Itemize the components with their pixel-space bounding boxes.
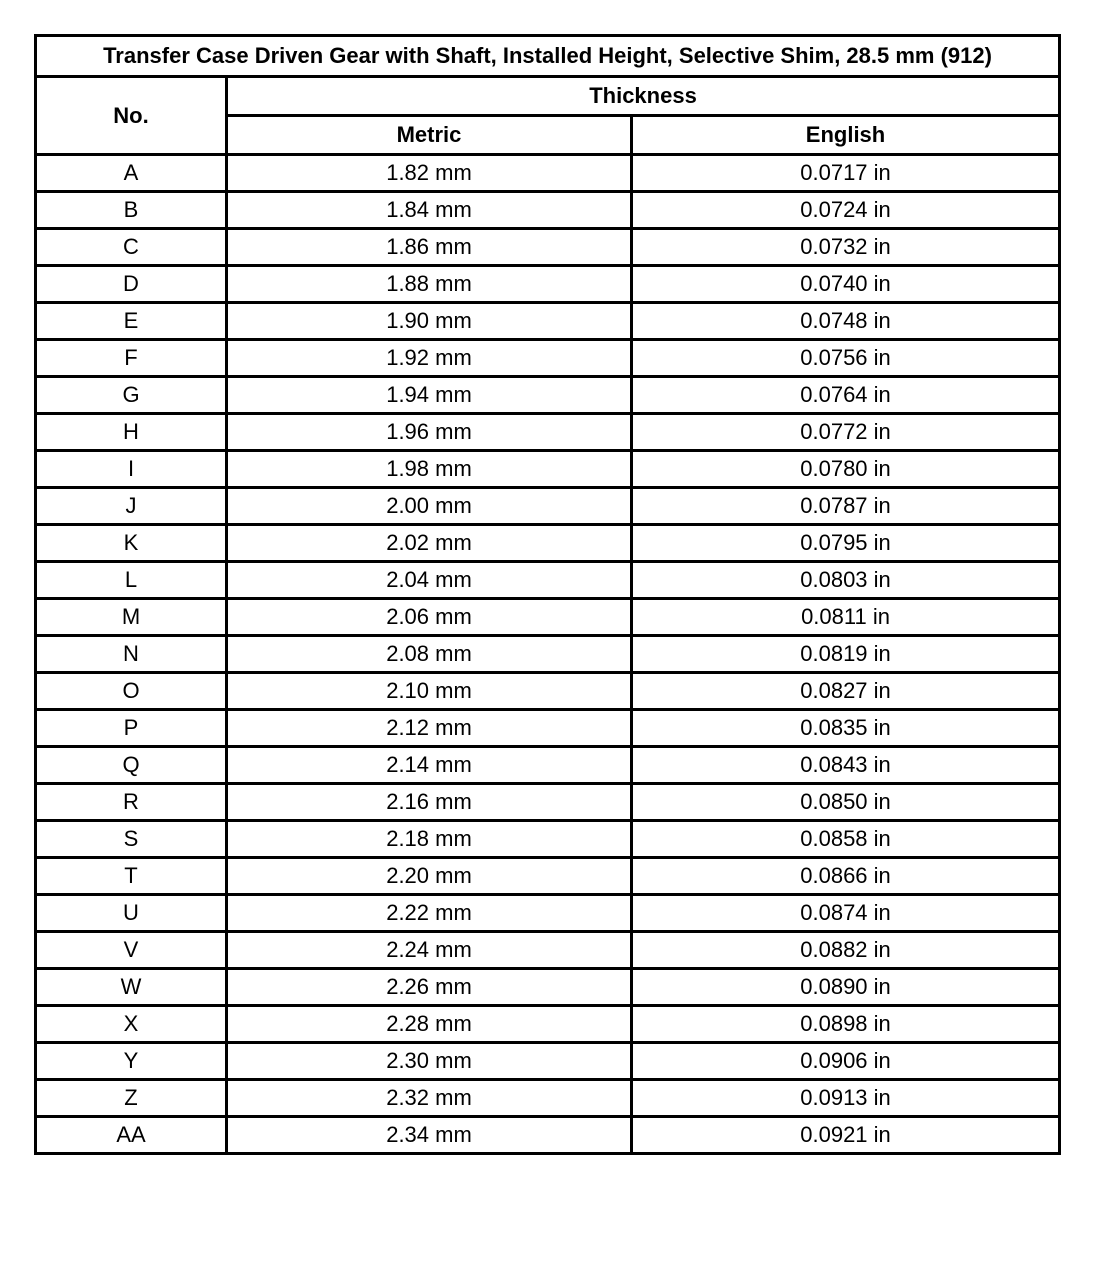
shim-spec-table <box>34 34 1061 1155</box>
cell-english: 0.0898 in <box>632 1006 1060 1043</box>
cell-english: 0.0858 in <box>632 821 1060 858</box>
cell-english: 0.0835 in <box>632 710 1060 747</box>
cell-english: 0.0874 in <box>632 895 1060 932</box>
cell-metric: 2.02 mm <box>227 525 632 562</box>
cell-no: R <box>36 784 227 821</box>
table-row <box>36 673 1060 710</box>
cell-no: A <box>36 155 227 192</box>
cell-metric: 1.98 mm <box>227 451 632 488</box>
cell-english: 0.0811 in <box>632 599 1060 636</box>
cell-english: 0.0764 in <box>632 377 1060 414</box>
cell-no: K <box>36 525 227 562</box>
table-row <box>36 858 1060 895</box>
cell-no: L <box>36 562 227 599</box>
table-row <box>36 969 1060 1006</box>
cell-english: 0.0882 in <box>632 932 1060 969</box>
cell-no: I <box>36 451 227 488</box>
cell-english: 0.0906 in <box>632 1043 1060 1080</box>
table-row <box>36 1117 1060 1154</box>
cell-no: C <box>36 229 227 266</box>
cell-no: W <box>36 969 227 1006</box>
table-row <box>36 747 1060 784</box>
cell-english: 0.0772 in <box>632 414 1060 451</box>
cell-no: E <box>36 303 227 340</box>
cell-no: V <box>36 932 227 969</box>
cell-no: S <box>36 821 227 858</box>
cell-english: 0.0717 in <box>632 155 1060 192</box>
cell-metric: 2.22 mm <box>227 895 632 932</box>
cell-metric: 2.28 mm <box>227 1006 632 1043</box>
cell-no: J <box>36 488 227 525</box>
cell-no: M <box>36 599 227 636</box>
table-body <box>36 155 1060 1154</box>
cell-metric: 1.82 mm <box>227 155 632 192</box>
cell-no: Q <box>36 747 227 784</box>
cell-no: X <box>36 1006 227 1043</box>
cell-english: 0.0843 in <box>632 747 1060 784</box>
cell-metric: 1.84 mm <box>227 192 632 229</box>
cell-metric: 2.14 mm <box>227 747 632 784</box>
cell-metric: 1.96 mm <box>227 414 632 451</box>
cell-english: 0.0866 in <box>632 858 1060 895</box>
table-row <box>36 192 1060 229</box>
cell-english: 0.0850 in <box>632 784 1060 821</box>
table-row <box>36 562 1060 599</box>
header-english: English <box>632 116 1060 155</box>
cell-english: 0.0921 in <box>632 1117 1060 1154</box>
cell-metric: 2.32 mm <box>227 1080 632 1117</box>
cell-metric: 2.24 mm <box>227 932 632 969</box>
cell-english: 0.0787 in <box>632 488 1060 525</box>
cell-metric: 1.88 mm <box>227 266 632 303</box>
cell-metric: 2.10 mm <box>227 673 632 710</box>
table-row <box>36 599 1060 636</box>
cell-metric: 2.30 mm <box>227 1043 632 1080</box>
cell-metric: 1.94 mm <box>227 377 632 414</box>
cell-english: 0.0780 in <box>632 451 1060 488</box>
table-row <box>36 784 1060 821</box>
table-row <box>36 229 1060 266</box>
cell-english: 0.0827 in <box>632 673 1060 710</box>
cell-no: F <box>36 340 227 377</box>
cell-no: T <box>36 858 227 895</box>
cell-metric: 2.34 mm <box>227 1117 632 1154</box>
cell-english: 0.0890 in <box>632 969 1060 1006</box>
cell-no: H <box>36 414 227 451</box>
cell-metric: 2.16 mm <box>227 784 632 821</box>
cell-english: 0.0795 in <box>632 525 1060 562</box>
header-no: No. <box>36 77 227 155</box>
table-row <box>36 340 1060 377</box>
table-row <box>36 895 1060 932</box>
table-row <box>36 451 1060 488</box>
cell-metric: 2.12 mm <box>227 710 632 747</box>
cell-english: 0.0724 in <box>632 192 1060 229</box>
cell-metric: 2.04 mm <box>227 562 632 599</box>
cell-no: D <box>36 266 227 303</box>
table-row <box>36 636 1060 673</box>
table-row <box>36 377 1060 414</box>
cell-metric: 2.18 mm <box>227 821 632 858</box>
table-row <box>36 710 1060 747</box>
table-row <box>36 414 1060 451</box>
cell-no: AA <box>36 1117 227 1154</box>
cell-no: N <box>36 636 227 673</box>
cell-no: P <box>36 710 227 747</box>
cell-no: O <box>36 673 227 710</box>
table-row <box>36 266 1060 303</box>
table-row <box>36 303 1060 340</box>
header-thickness: Thickness <box>227 77 1060 116</box>
table-row <box>36 932 1060 969</box>
cell-no: Z <box>36 1080 227 1117</box>
table-row <box>36 488 1060 525</box>
cell-metric: 2.26 mm <box>227 969 632 1006</box>
table-row <box>36 1006 1060 1043</box>
cell-no: B <box>36 192 227 229</box>
cell-metric: 2.06 mm <box>227 599 632 636</box>
cell-metric: 1.90 mm <box>227 303 632 340</box>
cell-metric: 2.08 mm <box>227 636 632 673</box>
cell-english: 0.0913 in <box>632 1080 1060 1117</box>
cell-english: 0.0803 in <box>632 562 1060 599</box>
cell-english: 0.0740 in <box>632 266 1060 303</box>
table-row <box>36 1043 1060 1080</box>
cell-metric: 2.00 mm <box>227 488 632 525</box>
cell-english: 0.0819 in <box>632 636 1060 673</box>
cell-metric: 1.92 mm <box>227 340 632 377</box>
cell-english: 0.0756 in <box>632 340 1060 377</box>
cell-metric: 1.86 mm <box>227 229 632 266</box>
header-metric: Metric <box>227 116 632 155</box>
table-title: Transfer Case Driven Gear with Shaft, Installed Height, Selective Shim, 28.5 mm (912) <box>36 36 1060 77</box>
table-row <box>36 821 1060 858</box>
cell-metric: 2.20 mm <box>227 858 632 895</box>
table-row <box>36 525 1060 562</box>
cell-english: 0.0748 in <box>632 303 1060 340</box>
table-row <box>36 1080 1060 1117</box>
cell-no: U <box>36 895 227 932</box>
cell-no: Y <box>36 1043 227 1080</box>
table-row <box>36 155 1060 192</box>
cell-english: 0.0732 in <box>632 229 1060 266</box>
cell-no: G <box>36 377 227 414</box>
